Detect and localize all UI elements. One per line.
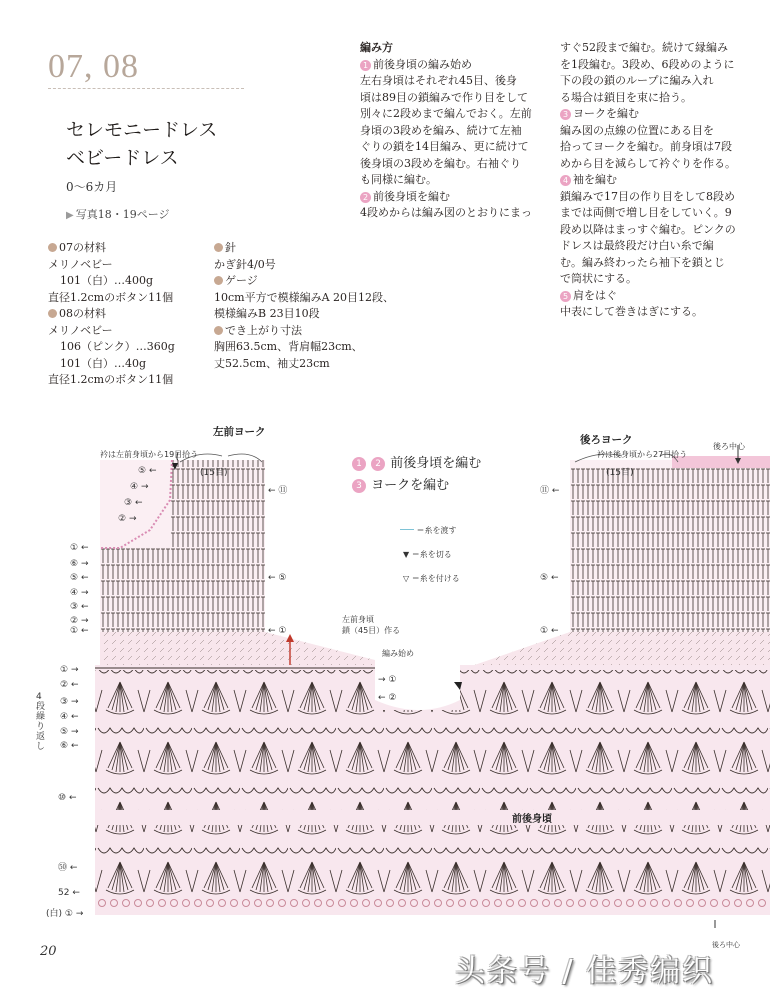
row-marker: ⑤ → — [60, 727, 79, 737]
materials-07-buttons: 直径1.2cmのボタン11個 — [48, 290, 174, 304]
step-1-text: 頃は89目の鎖編みで作り目をして — [360, 90, 528, 104]
step-number-badge: 2 — [360, 192, 371, 203]
body-row-right-2: ← ② — [378, 693, 397, 703]
start-label: 編み始め — [382, 649, 414, 658]
back-yoke-stitch-count: (15目) — [606, 468, 634, 478]
step-3-text: 編み図の点線の位置にある目を — [560, 123, 714, 137]
step-2-text: 下の段の鎖のループに編み入れ — [560, 74, 714, 87]
step-number-badge: 3 — [560, 109, 571, 120]
repeat-label: 4段繰り返し — [36, 692, 46, 752]
row-marker: ③ ← — [124, 498, 143, 508]
row-marker: ④ → — [70, 588, 89, 598]
row-marker: ② → — [70, 616, 89, 626]
size-heading: でき上がり寸法 — [214, 323, 364, 340]
back-yoke-title: 後ろヨーク — [580, 434, 633, 446]
body-label: 前後身頃 — [512, 814, 552, 825]
row-marker: ③ ← — [70, 602, 89, 612]
row-marker: 52 ← — [58, 888, 80, 898]
row-marker: ⑤ ← — [540, 573, 559, 583]
size-line: 丈52.5cm、袖丈23cm — [214, 356, 330, 370]
line-symbol-icon — [400, 529, 414, 530]
instructions-heading: 編み方 — [360, 41, 393, 54]
row-marker: ② → — [118, 514, 137, 524]
step-1-text: 後身頃の3段めを編む。右袖ぐり — [360, 156, 521, 170]
gauge-line: 10cm平方で模様編みA 20目12段、 — [214, 290, 395, 304]
step-number-badge: 5 — [560, 291, 571, 302]
row-marker: ⑩ ← — [58, 793, 77, 803]
pattern-numbers: 07, 08 — [48, 48, 139, 85]
row-marker: ⑪ ← — [540, 486, 560, 496]
page-title — [66, 116, 217, 172]
step-4-text: 段め以降はまっすぐ編む。ピンクの — [560, 222, 736, 236]
back-yoke-note: 衿は後身頃から27目拾う — [597, 450, 688, 459]
step-4-text: で筒状にする。 — [560, 272, 637, 285]
legend-item-join-yarn: ▽ ＝糸を付ける — [403, 574, 460, 583]
step-1-title: 1 前後身頃の編み始め — [360, 57, 548, 74]
title-line-1: セレモニードレス — [66, 119, 218, 141]
step-3-title: 3 ヨークを編む — [560, 106, 760, 123]
step-2-text: 4段めからは編み図のとおりにまっ — [360, 206, 532, 219]
title-line-2: ベビードレス — [66, 147, 179, 169]
watermark: 头条号 / 佳秀编织 — [455, 954, 715, 989]
instructions-column-2 — [560, 40, 760, 321]
legend-heading-1: 1 2 前後身頃を編む — [352, 452, 481, 471]
left-yoke-stitch-count: (15目) — [200, 468, 228, 478]
row-marker: ⑥ → — [70, 559, 89, 569]
back-center-label: 後ろ中心 — [713, 442, 745, 451]
row-marker: ④ ← — [60, 712, 79, 722]
row-marker: ① ← — [70, 626, 89, 636]
materials-08-heading: 08の材料 — [48, 306, 208, 323]
step-4-text: ドレスは最終段だけ白い糸で編 — [560, 239, 714, 252]
row-marker: ① ← — [540, 626, 559, 636]
size-line: 胸囲63.5cm、背肩幅23cm、 — [214, 340, 363, 353]
page-number: 20 — [40, 944, 57, 959]
row-marker: ⑤ ← — [70, 573, 89, 583]
bullet-icon — [214, 326, 223, 335]
filled-triangle-icon: ▼ — [403, 550, 410, 559]
row-marker: (白) ① → — [46, 909, 84, 919]
step-4-text: 鎖編みで17目の作り目をして8段め — [560, 189, 735, 203]
needle-heading: 針 — [214, 240, 364, 257]
needle-value: かぎ針4/0号 — [214, 257, 276, 271]
bullet-icon — [214, 243, 223, 252]
step-3-text: 拾ってヨークを編む。前身頃は7段 — [560, 140, 732, 153]
back-center-bottom-label: 後ろ中心 — [712, 941, 740, 949]
step-2-text: すぐ52段まで編む。続けて縁編み — [560, 41, 728, 54]
materials-08-line: 106（ピンク）…360g — [60, 340, 175, 353]
row-marker: ⑥ ← — [60, 741, 79, 751]
left-yoke-title: 左前ヨーク — [213, 426, 266, 438]
row-marker: ④ → — [130, 482, 149, 492]
step-5-title: 5 肩をはぐ — [560, 288, 760, 305]
materials-08-buttons: 直径1.2cmのボタン11個 — [48, 373, 174, 386]
row-marker: ① ← — [70, 543, 89, 553]
step-2-title: 2 前後身頃を編む — [360, 189, 548, 206]
step-1-text: ぐりの鎖を14目編み、更に続けて — [360, 140, 529, 153]
row-marker: ← ⑪ — [268, 486, 288, 496]
row-marker: ← ⑤ — [268, 573, 287, 583]
step-1-text: も同様に編む。 — [360, 173, 437, 186]
row-marker: ① → — [60, 665, 79, 675]
step-5-text: 中表にして巻きはぎにする。 — [560, 305, 703, 318]
photo-ref-text: 写真18・19ページ — [75, 208, 170, 221]
gauge-line: 模様編みB 23目10段 — [214, 307, 320, 320]
row-marker: ← ① — [268, 626, 287, 636]
outline-triangle-icon: ▽ — [403, 574, 410, 583]
body-row-right-1: → ① — [378, 675, 397, 685]
step-2-text: る場合は鎖目を束に拾う。 — [560, 90, 692, 104]
materials-08-line: 101（白）…40g — [60, 356, 147, 370]
bullet-icon — [214, 276, 223, 285]
step-1-text: 左右身頃はそれぞれ45目、後身 — [360, 74, 517, 87]
row-marker: ② ← — [60, 680, 79, 690]
materials-07-yarn: メリノベビー — [48, 257, 113, 271]
step-2-text: を1段編む。3段め、6段めのように — [560, 57, 735, 71]
step-number-badge: 1 — [352, 457, 366, 471]
instructions-column-1 — [360, 40, 548, 222]
photo-reference — [66, 206, 169, 222]
step-number-badge: 2 — [371, 457, 385, 471]
step-1-text: 身頃の3段めを編み、続けて左袖 — [360, 123, 522, 137]
step-1-text: 別々に2段めまで編んでおく。左前 — [360, 107, 532, 120]
step-4-title: 4 袖を編む — [560, 172, 760, 189]
materials-08-yarn: メリノベビー — [48, 323, 113, 337]
left-yoke-note: 衿は左前身頃から19目拾う — [100, 450, 199, 459]
row-marker: ⑤ ← — [138, 466, 157, 476]
bullet-icon — [48, 309, 57, 318]
cast-on-label: 左前身頃 鎖（45目）作る — [342, 615, 401, 635]
legend-item-carry-yarn: ＝糸を渡す — [400, 525, 457, 536]
materials-07-heading: 07の材料 — [48, 240, 208, 257]
triangle-right-icon: ▶ — [66, 210, 74, 221]
legend-heading-2: 3 ヨークを編む — [352, 474, 449, 493]
row-marker: ㊿ ← — [58, 863, 78, 873]
row-marker: ③ → — [60, 697, 79, 707]
step-3-text: めから目を減らして衿ぐりを作る。 — [560, 156, 736, 170]
step-number-badge: 3 — [352, 479, 366, 493]
divider — [48, 88, 244, 89]
materials-07-line: 101（白）…400g — [60, 274, 154, 287]
step-4-text: む。編み終わったら袖下を鎖とじ — [560, 255, 725, 269]
legend-item-cut-yarn: ▼ ＝糸を切る — [403, 550, 452, 559]
step-number-badge: 1 — [360, 60, 371, 71]
specs-column — [214, 240, 395, 372]
step-number-badge: 4 — [560, 175, 571, 186]
gauge-heading: ゲージ — [214, 273, 364, 290]
step-4-text: までは両側で増し目をしていく。9 — [560, 206, 732, 219]
bullet-icon — [48, 243, 57, 252]
materials-column — [48, 240, 208, 389]
age-range: 0〜6カ月 — [66, 180, 118, 194]
